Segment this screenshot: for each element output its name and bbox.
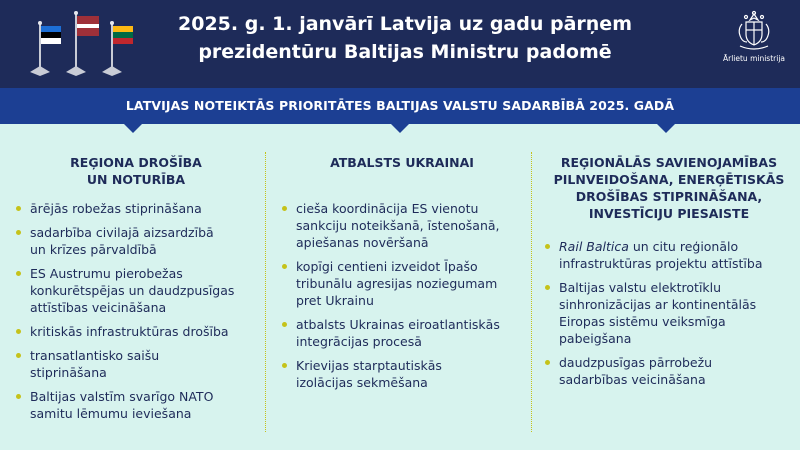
lithuania-flag-icon [102, 21, 133, 76]
priorities-banner: LATVIJAS NOTEIKTĀS PRIORITĀTES BALTIJAS VALSTU SADARBĪBĀ 2025. GADĀ [0, 88, 800, 124]
bullet-icon [16, 394, 21, 399]
coat-of-arms-icon [732, 8, 776, 52]
column-3-arrow-icon [657, 124, 675, 133]
column-regional-connectivity [545, 154, 793, 395]
list-item: Krievijas starptautiskās izolācijas sekmēšana [282, 357, 522, 391]
column-heading: REĢIONĀLĀS SAVIENOJAMĪBAS PILNVEIDOŠANA, ENERĢĒTISKĀS DROŠĪBAS STIPRINĀŠANA, INVESTĪCIJU PIESAISTE [553, 155, 785, 221]
priority-list [282, 200, 522, 391]
list-item: ES Austrumu pierobežas konkurētspējas un daudzpusīgas attīstības veicināšana [16, 265, 256, 316]
column-heading: ATBALSTS UKRAINAI [330, 155, 474, 170]
list-item: daudzpusīgas pārrobežu sadarbības veicināšana [545, 354, 793, 388]
title-line-2: prezidentūru Baltijas Ministru padomē [198, 41, 612, 63]
list-item: atbalsts Ukrainas eiroatlantiskās integrācijas procesā [282, 316, 522, 350]
list-item: transatlantisko saišu stiprināšana [16, 347, 256, 381]
bullet-icon [16, 230, 21, 235]
priority-list [545, 238, 793, 388]
bullet-icon [16, 329, 21, 334]
list-item: Rail Baltica un citu reģionālo infrastruktūras projektu attīstība [545, 238, 793, 272]
list-item: kopīgi centieni izveidot Īpašo tribunālu agresijas noziegumam pret Ukrainu [282, 258, 522, 309]
estonia-flag-icon [30, 21, 61, 76]
baltic-flags-icon [26, 10, 136, 82]
bullet-icon [545, 244, 550, 249]
priority-list [16, 200, 256, 422]
column-2-arrow-icon [391, 124, 409, 133]
list-item: cieša koordinācija ES vienotu sankciju noteikšanā, īstenošanā, apiešanas novēršanā [282, 200, 522, 251]
ministry-logo [718, 8, 790, 80]
bullet-icon [282, 264, 287, 269]
column-divider-2 [531, 152, 532, 432]
list-item: Baltijas valstīm svarīgo NATO samitu lēmumu ieviešana [16, 388, 256, 422]
column-divider-1 [265, 152, 266, 432]
list-item: sadarbība civilajā aizsardzībā un krīzes pārvaldībā [16, 224, 256, 258]
header [0, 0, 800, 88]
bullet-icon [545, 285, 550, 290]
column-heading: REĢIONA DROŠĪBA UN NOTURĪBA [70, 155, 202, 187]
column-support-ukraine [282, 154, 522, 398]
bullet-icon [282, 322, 287, 327]
column-1-arrow-icon [124, 124, 142, 133]
column-regional-security [16, 154, 256, 429]
bullet-icon [282, 363, 287, 368]
bullet-icon [16, 271, 21, 276]
list-item: Baltijas valstu elektrotīklu sinhronizācijas ar kontinentālās Eiropas sistēmu veiksmīga pabeigšana [545, 279, 793, 347]
title-line-1: 2025. g. 1. janvārī Latvija uz gadu pārņem [178, 13, 632, 35]
bullet-icon [282, 206, 287, 211]
logo-text: Ārlietu ministrija [723, 54, 785, 63]
latvia-flag-icon [66, 11, 99, 76]
page-title [150, 10, 660, 66]
list-item: kritiskās infrastruktūras drošība [16, 323, 256, 340]
list-item: ārējās robežas stiprināšana [16, 200, 256, 217]
bullet-icon [16, 206, 21, 211]
bullet-icon [16, 353, 21, 358]
bullet-icon [545, 360, 550, 365]
